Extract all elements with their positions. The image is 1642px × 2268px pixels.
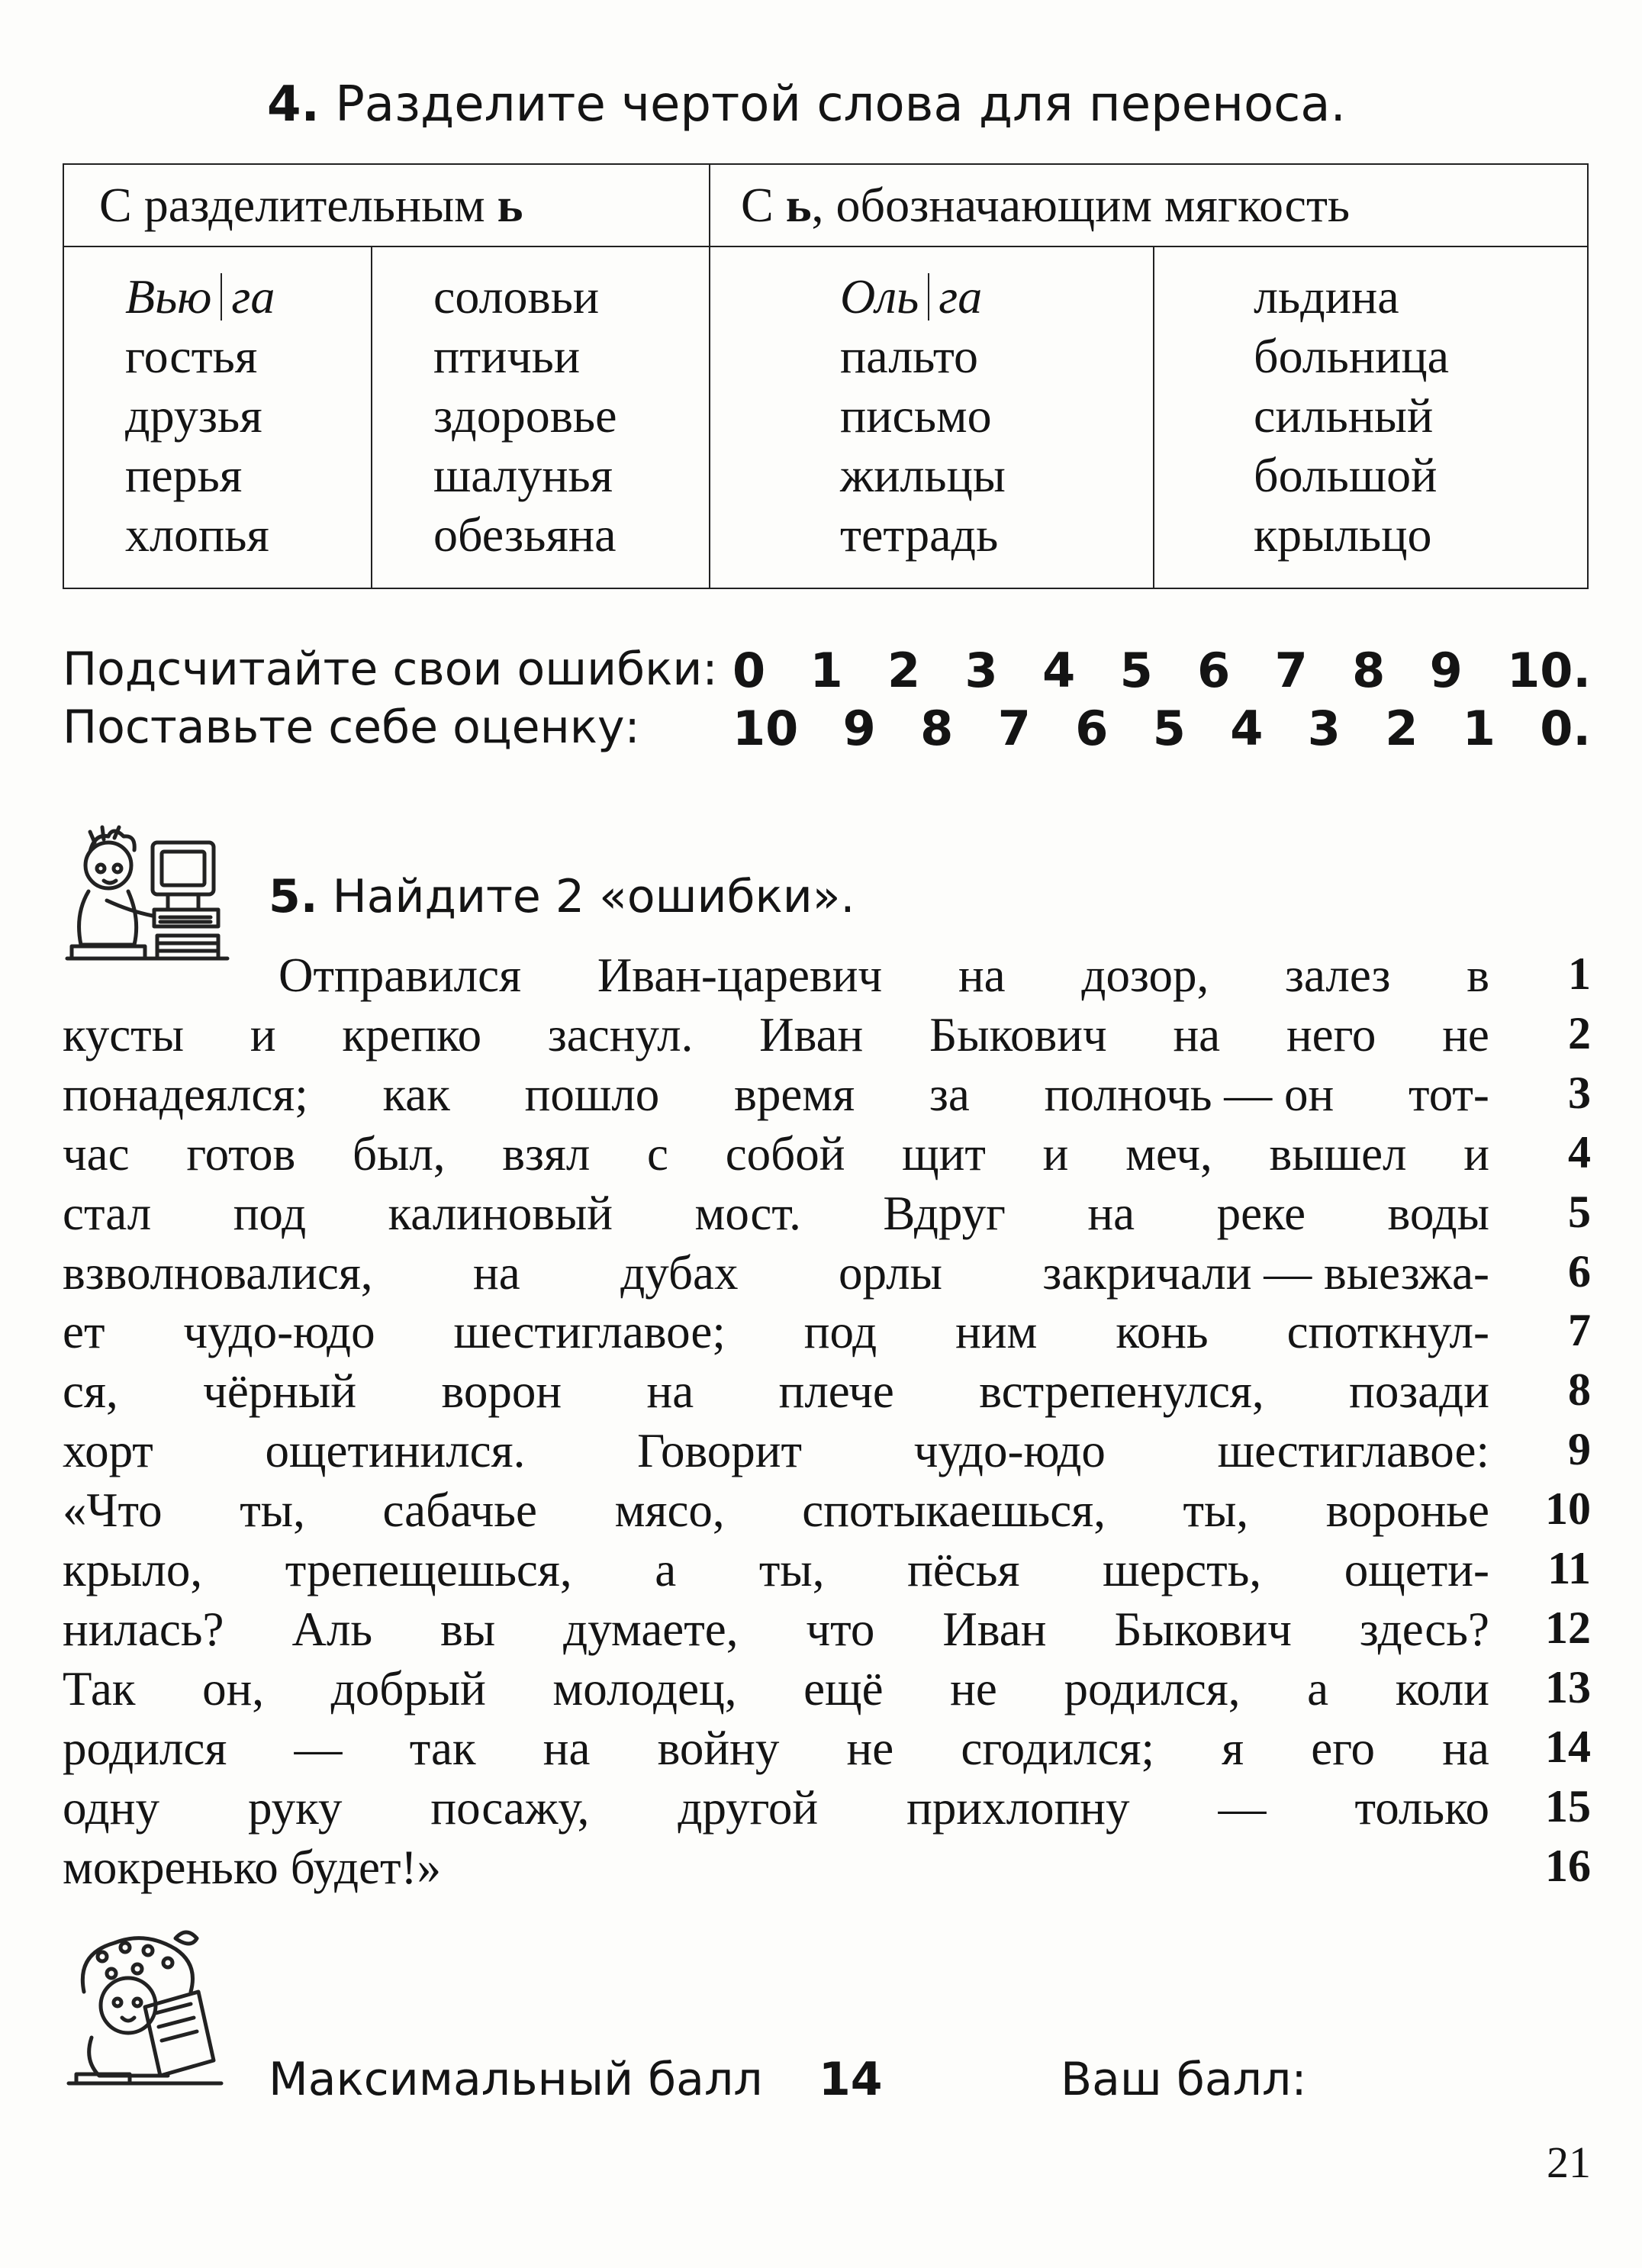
task4-number: 4.	[267, 76, 320, 133]
story-word: добрый	[330, 1662, 486, 1715]
story-word: на	[958, 949, 1006, 1002]
story-word: кусты	[63, 1008, 185, 1062]
story-word: молодец,	[552, 1662, 737, 1715]
story-word: другой	[678, 1781, 819, 1835]
story-word: в	[1467, 949, 1489, 1002]
word-item[interactable]: больница	[1254, 329, 1449, 383]
story-word: не	[950, 1662, 997, 1715]
story-word: калиновый	[388, 1187, 613, 1240]
story-word: ним	[955, 1305, 1038, 1358]
grade-value: 1	[1462, 701, 1496, 756]
task4-title	[267, 76, 1346, 133]
hyphenation-table	[63, 163, 1589, 589]
story-word: мокренько	[63, 1841, 278, 1894]
boy-computer-illustration	[61, 824, 237, 984]
story-word: родился	[63, 1722, 227, 1775]
word-item[interactable]: перья	[125, 448, 243, 502]
story-word: собой	[725, 1127, 845, 1181]
line-number: 5	[1568, 1187, 1591, 1237]
line-number: 9	[1568, 1424, 1591, 1474]
story-word: Так	[63, 1662, 136, 1715]
task5-title	[269, 870, 855, 923]
line-number: 8	[1568, 1364, 1591, 1415]
max-score-value: 14	[819, 2053, 883, 2106]
story-word: одну	[63, 1781, 159, 1835]
example-word-2	[840, 267, 1153, 327]
header-right-letter: ь	[785, 178, 812, 232]
story-word: сабачье	[382, 1484, 538, 1537]
story-word: Говорит	[637, 1424, 803, 1477]
story-word: он,	[202, 1662, 265, 1715]
line-number: 13	[1545, 1662, 1591, 1712]
story-word: воды	[1387, 1187, 1489, 1240]
story-word: взволновалися,	[63, 1246, 373, 1300]
word-item[interactable]: жильцы	[840, 448, 1006, 502]
line-number: 10	[1545, 1484, 1591, 1534]
story-word: на	[473, 1246, 520, 1300]
story-word: ворон	[441, 1364, 562, 1418]
story-word: на	[1173, 1008, 1221, 1062]
story-word: хорт	[63, 1424, 153, 1477]
story-word: мясо,	[614, 1484, 725, 1537]
header-left-text: С разделительным	[99, 178, 485, 232]
column-4	[1154, 246, 1588, 588]
story-word: заснул.	[547, 1008, 694, 1062]
story-word: коли	[1395, 1662, 1489, 1715]
story-word: я	[1222, 1722, 1244, 1775]
table-body-row	[63, 246, 1588, 588]
story-word: был,	[352, 1127, 446, 1181]
story-word: здесь?	[1359, 1603, 1489, 1656]
story-line	[63, 1364, 1489, 1419]
story-line	[63, 1245, 1489, 1301]
word-item[interactable]: птичьи	[433, 329, 581, 383]
story-word: спотыкаешься,	[802, 1484, 1106, 1537]
story-line	[278, 948, 1489, 1004]
error-count: 2	[887, 643, 921, 698]
column-2	[372, 246, 710, 588]
word-item[interactable]: шалунья	[433, 448, 613, 502]
story-word: дозор,	[1081, 949, 1209, 1002]
story-word: чудо-юдо	[183, 1305, 375, 1358]
line-number: 3	[1568, 1068, 1591, 1118]
grade-value: 10	[732, 701, 799, 756]
story-line	[63, 1840, 1489, 1896]
error-count: 6	[1197, 643, 1231, 698]
story-word: встрепенулся,	[979, 1364, 1264, 1418]
story-word: будет!»	[290, 1841, 442, 1894]
hyphen-bar	[928, 273, 929, 321]
story-word: плече	[778, 1364, 894, 1418]
story-word: вышел	[1269, 1127, 1407, 1181]
story-word: посажу,	[430, 1781, 590, 1835]
story-word: шерсть,	[1103, 1543, 1262, 1596]
max-score-label: Максимальный балл	[269, 2053, 763, 2106]
story-word: ощетинился.	[265, 1424, 526, 1477]
story-word: орлы	[838, 1246, 942, 1300]
story-word: а	[1307, 1662, 1329, 1715]
story-word: только	[1354, 1781, 1489, 1835]
column-3	[710, 246, 1154, 588]
story-word: залез	[1284, 949, 1391, 1002]
grade-value: 2	[1385, 701, 1418, 756]
story-line	[63, 1186, 1489, 1242]
word-item[interactable]: здоровье	[433, 388, 617, 443]
story-word: на	[1087, 1187, 1135, 1240]
story-word: меч,	[1125, 1127, 1212, 1181]
story-word: крепко	[342, 1008, 482, 1062]
story-word: тот-	[1409, 1068, 1489, 1121]
story-word: шестиглавое;	[453, 1305, 726, 1358]
story-word: на	[1442, 1722, 1489, 1775]
story-word: Иван	[759, 1008, 864, 1062]
story-word: войну	[657, 1722, 780, 1775]
story-word: думаете,	[563, 1603, 739, 1656]
header-left-letter: ь	[497, 178, 523, 232]
story-word: ты,	[758, 1543, 825, 1596]
errors-scale	[732, 643, 1591, 698]
story-word: и	[1463, 1127, 1489, 1181]
grade-value: 3	[1307, 701, 1341, 756]
task4-text: Разделите чертой слова для переноса.	[335, 76, 1346, 133]
example-word-1	[125, 267, 371, 327]
story-line	[63, 1602, 1489, 1658]
story-word: пошло	[524, 1068, 660, 1121]
header-right-suffix: , обозначающим мягкость	[811, 178, 1351, 232]
story-line	[63, 1304, 1489, 1360]
table-header-row	[63, 164, 1588, 246]
story-word: как	[382, 1068, 450, 1121]
story-word: Отправился	[278, 949, 522, 1002]
column-1	[63, 246, 372, 588]
story-word: —	[1218, 1781, 1267, 1835]
story-word: Иван-царевич	[597, 949, 883, 1002]
example-2-part-a: Оль	[840, 269, 919, 324]
line-number: 4	[1568, 1127, 1591, 1177]
story-line	[63, 1780, 1489, 1836]
story-line	[63, 1007, 1489, 1063]
story-word: ет	[63, 1305, 105, 1358]
story-word: ты,	[1183, 1484, 1249, 1537]
line-number: 7	[1568, 1305, 1591, 1355]
story-word: ся,	[63, 1364, 118, 1418]
story-word: стал	[63, 1187, 152, 1240]
story-line	[63, 1067, 1489, 1123]
word-item[interactable]: хлопья	[125, 507, 269, 562]
word-item[interactable]: друзья	[125, 388, 262, 443]
story-word: Быкович	[1114, 1603, 1292, 1656]
line-number: 12	[1545, 1603, 1591, 1653]
error-count: 9	[1429, 643, 1463, 698]
story-word: щит	[902, 1127, 986, 1181]
story-word: Быкович	[929, 1008, 1107, 1062]
error-count: 4	[1042, 643, 1076, 698]
story-word: а	[655, 1543, 677, 1596]
word-item[interactable]: соловьи	[433, 269, 600, 324]
grade-value: 8	[920, 701, 954, 756]
header-separating-soft-sign	[63, 164, 710, 246]
task5-text: Найдите 2 «ошибки».	[332, 870, 855, 923]
grade-value: 5	[1152, 701, 1186, 756]
story-word: дубах	[620, 1246, 739, 1300]
story-word: руку	[248, 1781, 343, 1835]
line-number: 2	[1568, 1008, 1591, 1058]
story-word: споткнул-	[1286, 1305, 1489, 1358]
story-word: шестиглавое:	[1217, 1424, 1489, 1477]
grade-label: Поставьте себе оценку:	[63, 701, 640, 754]
story-word: вы	[440, 1603, 496, 1656]
line-number: 6	[1568, 1246, 1591, 1297]
story-word: крыло,	[63, 1543, 203, 1596]
error-count: 5	[1119, 643, 1153, 698]
story-word: на	[543, 1722, 591, 1775]
story-word: под	[233, 1187, 307, 1240]
story-word: воронье	[1325, 1484, 1489, 1537]
story-word: и	[1042, 1127, 1069, 1181]
story-word: сгодился;	[961, 1722, 1154, 1775]
story-word: мост.	[694, 1187, 801, 1240]
word-item[interactable]: тетрадь	[840, 507, 999, 562]
grade-value: 9	[842, 701, 876, 756]
error-count: 7	[1274, 643, 1308, 698]
story-word: конь	[1116, 1305, 1209, 1358]
word-item[interactable]: гостья	[125, 329, 258, 383]
story-word: закричали — выезжа-	[1042, 1246, 1489, 1300]
story-word: час	[63, 1127, 130, 1181]
word-item[interactable]: крыльцо	[1254, 507, 1432, 562]
story-word: полночь — он	[1044, 1068, 1335, 1121]
error-count: 3	[964, 643, 998, 698]
story-word: на	[646, 1364, 694, 1418]
grade-scale	[732, 701, 1591, 756]
grade-value: 0.	[1540, 701, 1591, 756]
story-line	[63, 1483, 1489, 1538]
story-word: чудо-юдо	[913, 1424, 1106, 1477]
word-item[interactable]: большой	[1254, 448, 1438, 502]
line-number: 15	[1545, 1781, 1591, 1831]
word-item[interactable]: пальто	[840, 329, 979, 383]
story-word: ты,	[240, 1484, 305, 1537]
girl-reading-illustration	[61, 1923, 237, 2099]
story-word: нилась?	[63, 1603, 224, 1656]
hyphen-bar	[221, 273, 222, 321]
word-item[interactable]: льдина	[1254, 269, 1399, 324]
story-word: прихлопну	[906, 1781, 1130, 1835]
line-number: 1	[1568, 949, 1591, 999]
line-number: 11	[1547, 1543, 1591, 1593]
story-word: него	[1286, 1008, 1376, 1062]
story-word: за	[929, 1068, 970, 1121]
grade-value: 7	[997, 701, 1031, 756]
line-number: 14	[1545, 1722, 1591, 1772]
task5-number: 5.	[269, 870, 318, 923]
story-word: —	[294, 1722, 343, 1775]
story-word: не	[846, 1722, 894, 1775]
story-word: понадеялся;	[63, 1068, 308, 1121]
story-word: готов	[186, 1127, 296, 1181]
story-word: пёсья	[907, 1543, 1020, 1596]
story-line	[63, 1423, 1489, 1479]
story-word: так	[409, 1722, 476, 1775]
word-item[interactable]: обезьяна	[433, 507, 617, 562]
story-word: что	[806, 1603, 875, 1656]
story-word: ощети-	[1344, 1543, 1489, 1596]
word-item[interactable]: письмо	[840, 388, 992, 443]
error-count: 0	[732, 643, 766, 698]
story-line	[63, 1542, 1489, 1598]
story-word: родился,	[1064, 1662, 1241, 1715]
word-item[interactable]: сильный	[1254, 388, 1434, 443]
story-word: реке	[1216, 1187, 1306, 1240]
story-word: взял	[502, 1127, 591, 1181]
error-count: 10.	[1507, 643, 1591, 698]
header-right-prefix: С	[741, 178, 774, 232]
story-word: Аль	[291, 1603, 373, 1656]
story-word: трепещешься,	[285, 1543, 572, 1596]
error-count: 8	[1352, 643, 1386, 698]
story-word: его	[1311, 1722, 1376, 1775]
error-count: 1	[810, 643, 843, 698]
story-word: под	[803, 1305, 877, 1358]
grade-value: 4	[1230, 701, 1264, 756]
story-line	[63, 1126, 1489, 1182]
errors-label: Подсчитайте свои ошибки:	[63, 643, 718, 696]
story-word: с	[647, 1127, 668, 1181]
header-softness-soft-sign	[710, 164, 1588, 246]
story-word: позади	[1349, 1364, 1489, 1418]
story-line	[63, 1721, 1489, 1777]
example-1-part-a: Вью	[125, 269, 212, 324]
grade-value: 6	[1075, 701, 1109, 756]
story-word: чёрный	[203, 1364, 357, 1418]
story-word: не	[1442, 1008, 1489, 1062]
your-score-label: Ваш балл:	[1061, 2053, 1307, 2106]
story-word: Вдруг	[883, 1187, 1006, 1240]
story-word: время	[734, 1068, 855, 1121]
example-1-part-b: га	[231, 269, 275, 324]
story-word: ещё	[803, 1662, 884, 1715]
story-word: и	[250, 1008, 276, 1062]
line-number: 16	[1545, 1841, 1591, 1891]
story-word: Иван	[942, 1603, 1047, 1656]
example-2-part-b: га	[939, 269, 983, 324]
story-line	[63, 1661, 1489, 1717]
page-number: 21	[1547, 2138, 1591, 2187]
story-word: «Что	[63, 1484, 163, 1537]
